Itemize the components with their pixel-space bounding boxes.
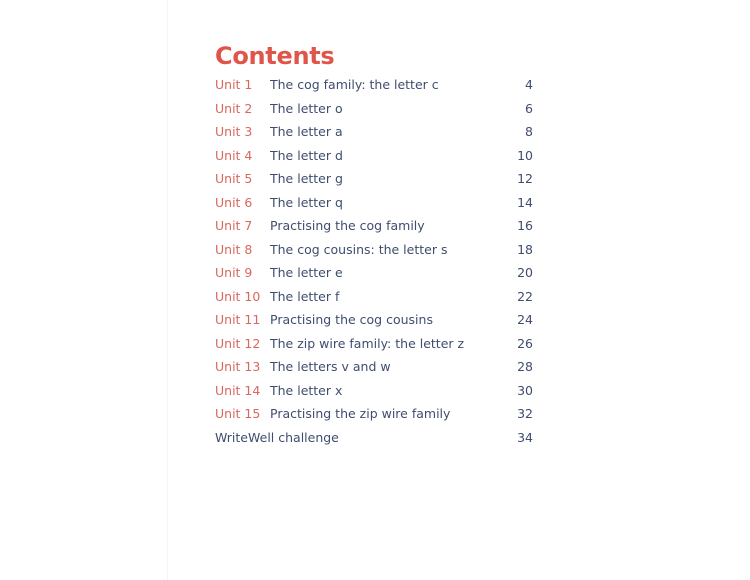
toc-page-number: 30 xyxy=(517,382,533,398)
toc-row xyxy=(215,144,533,168)
toc-page-number: 18 xyxy=(517,241,533,257)
toc-page-number: 26 xyxy=(517,335,533,351)
toc-page-number: 22 xyxy=(517,288,533,304)
toc-entry-title: The letter g xyxy=(270,171,343,187)
toc-row xyxy=(215,120,533,144)
toc-row xyxy=(215,355,533,379)
toc-unit-label: Unit 3 xyxy=(215,124,253,140)
scanned-page-edge xyxy=(167,0,168,580)
toc-unit-label: Unit 6 xyxy=(215,194,253,210)
toc-row xyxy=(215,214,533,238)
toc-entry-title: The cog cousins: the letter s xyxy=(270,241,448,257)
toc-unit-label: Unit 4 xyxy=(215,147,253,163)
toc-unit-label: Unit 13 xyxy=(215,359,261,375)
toc-entry-title: Practising the cog family xyxy=(270,218,425,234)
toc-entry-title: WriteWell challenge xyxy=(215,429,339,445)
toc-row xyxy=(215,238,533,262)
toc-row xyxy=(215,308,533,332)
toc-row xyxy=(215,73,533,97)
toc-page-number: 28 xyxy=(517,359,533,375)
toc-page-number: 8 xyxy=(525,124,533,140)
toc-entry-title: Practising the cog cousins xyxy=(270,312,433,328)
toc-page-number: 34 xyxy=(517,429,533,445)
toc-entry-title: The letter q xyxy=(270,194,343,210)
toc-page-number: 6 xyxy=(525,100,533,116)
toc-entry-title: The letters v and w xyxy=(270,359,391,375)
toc-page-number: 32 xyxy=(517,406,533,422)
toc-page-number: 20 xyxy=(517,265,533,281)
toc-page-number: 10 xyxy=(517,147,533,163)
toc-unit-label: Unit 7 xyxy=(215,218,253,234)
toc-row xyxy=(215,402,533,426)
toc-row xyxy=(215,285,533,309)
toc-list xyxy=(215,73,533,449)
toc-entry-title: The letter f xyxy=(270,288,340,304)
toc-unit-label: Unit 14 xyxy=(215,382,261,398)
toc-row xyxy=(215,191,533,215)
toc-row xyxy=(215,332,533,356)
toc-entry-title: The letter o xyxy=(270,100,343,116)
toc-unit-label: Unit 1 xyxy=(215,77,253,93)
toc-row xyxy=(215,379,533,403)
toc-row xyxy=(215,97,533,121)
toc-page-number: 12 xyxy=(517,171,533,187)
toc-unit-label: Unit 8 xyxy=(215,241,253,257)
toc-unit-label: Unit 12 xyxy=(215,335,261,351)
toc-unit-label: Unit 15 xyxy=(215,406,261,422)
toc-entry-title: The letter x xyxy=(270,382,343,398)
toc-page-number: 16 xyxy=(517,218,533,234)
toc-unit-label: Unit 2 xyxy=(215,100,253,116)
toc-entry-title: The cog family: the letter c xyxy=(270,77,439,93)
toc-page-number: 4 xyxy=(525,77,533,93)
toc-unit-label: Unit 9 xyxy=(215,265,253,281)
toc-entry-title: Practising the zip wire family xyxy=(270,406,451,422)
toc-row xyxy=(215,261,533,285)
toc-entry-title: The letter a xyxy=(270,124,343,140)
toc-entry-title: The letter d xyxy=(270,147,343,163)
page-title: Contents xyxy=(215,42,335,70)
toc-unit-label: Unit 11 xyxy=(215,312,261,328)
toc-unit-label: Unit 10 xyxy=(215,288,261,304)
toc-row xyxy=(215,426,533,450)
toc-page-number: 14 xyxy=(517,194,533,210)
toc-entry-title: The zip wire family: the letter z xyxy=(270,335,465,351)
toc-unit-label: Unit 5 xyxy=(215,171,253,187)
toc-entry-title: The letter e xyxy=(270,265,343,281)
toc-page-number: 24 xyxy=(517,312,533,328)
toc-row xyxy=(215,167,533,191)
